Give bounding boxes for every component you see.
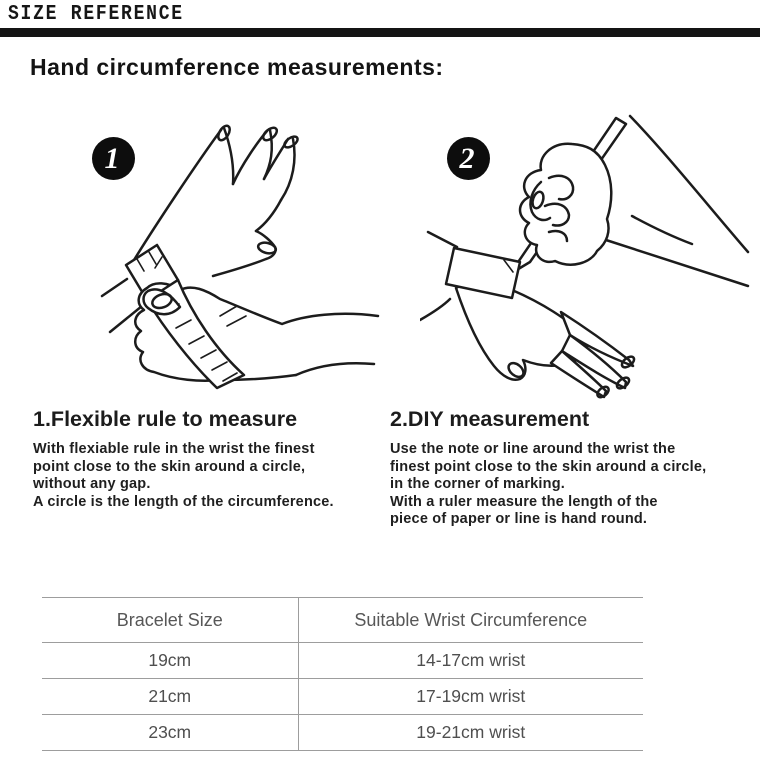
size-table-container xyxy=(42,597,643,751)
step-1-line-1: With flexiable rule in the wrist the finest xyxy=(33,441,315,457)
step-2-description xyxy=(390,441,706,529)
table-row xyxy=(42,715,643,751)
step-2-line-2: finest point close to the skin around a circle, xyxy=(390,458,707,475)
step-1-number: 1 xyxy=(104,141,120,175)
step-2-badge xyxy=(447,137,490,180)
flexible-ruler-illustration xyxy=(100,118,385,406)
step-2-line-1: Use the note or line around the wrist the xyxy=(390,441,676,457)
figure-flexible-ruler xyxy=(100,118,385,406)
size-table xyxy=(42,597,643,751)
step-1-line-2: point close to the skin around a circle, xyxy=(33,458,306,475)
step-1-description xyxy=(33,441,334,511)
wrist-circumference-cell: 14-17cm wrist xyxy=(298,643,643,679)
step-2-number: 2 xyxy=(459,141,475,175)
step-1-line-3: without any gap. xyxy=(33,476,151,492)
step-1-line-4: A circle is the length of the circumference. xyxy=(33,493,334,510)
step-2-line-4: With a ruler measure the length of the xyxy=(390,493,658,510)
table-row xyxy=(42,643,643,679)
step-2-line-5: piece of paper or line is hand round. xyxy=(390,511,648,527)
column-header-bracelet-size: Bracelet Size xyxy=(42,598,298,643)
table-row xyxy=(42,679,643,715)
bracelet-size-cell: 19cm xyxy=(42,643,298,679)
bracelet-size-cell: 21cm xyxy=(42,679,298,715)
column-header-wrist-circumference: Suitable Wrist Circumference xyxy=(298,598,643,643)
step-1-badge xyxy=(92,137,135,180)
size-table-header-row xyxy=(42,598,643,643)
step-1-title: 1.Flexible rule to measure xyxy=(33,407,298,431)
page-title: SIZE REFERENCE xyxy=(8,3,184,26)
section-heading: Hand circumference measurements: xyxy=(30,54,444,80)
step-2-line-3: in the corner of marking. xyxy=(390,476,565,492)
bracelet-size-cell: 23cm xyxy=(42,715,298,751)
title-underline-bar xyxy=(0,28,760,37)
step-2-title: 2.DIY measurement xyxy=(390,407,590,431)
wrist-circumference-cell: 19-21cm wrist xyxy=(298,715,643,751)
wrist-circumference-cell: 17-19cm wrist xyxy=(298,679,643,715)
